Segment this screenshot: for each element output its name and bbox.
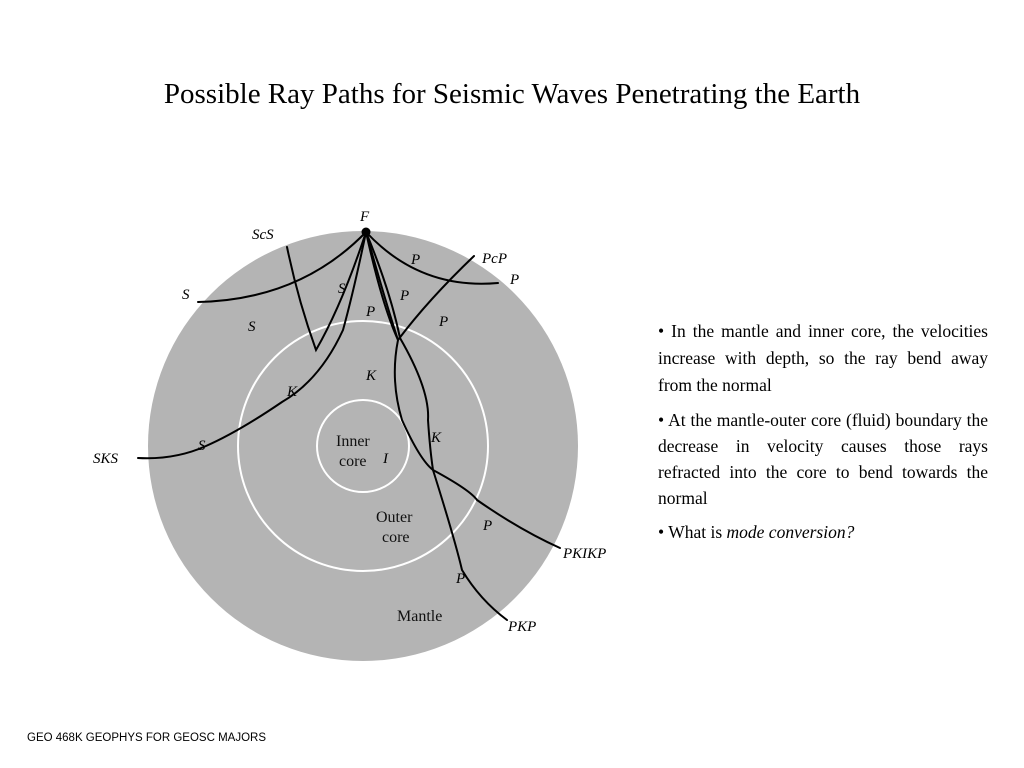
segment-label-s: S: [248, 319, 256, 335]
label-inner-core-2: core: [339, 453, 367, 470]
segment-label-p: P: [456, 571, 466, 587]
emphasis-text: mode conversion?: [726, 522, 855, 542]
focus-point: [362, 228, 371, 237]
label-pkikp: PKIKP: [563, 546, 607, 562]
bullet-item: • In the mantle and inner core, the velocities increase with depth, so the ray bend away from the normal: [658, 321, 988, 395]
bullet-item: • What is mode conversion?: [658, 522, 855, 542]
label-outer-core: Outer: [376, 509, 413, 526]
segment-label-p: P: [411, 252, 421, 268]
segment-label-k: K: [287, 384, 298, 400]
label-pkp: PKP: [508, 619, 537, 635]
label-mantle: Mantle: [397, 608, 443, 625]
slide-title: Possible Ray Paths for Seismic Waves Penetrating the Earth: [163, 78, 861, 110]
bullet-list: [658, 318, 988, 554]
label-pcp: PcP: [482, 251, 507, 267]
label-sks: SKS: [93, 451, 119, 467]
label-scs: ScS: [252, 227, 274, 243]
segment-label-k: K: [431, 430, 442, 446]
label-p-right: P: [510, 272, 520, 288]
segment-label-s: S: [338, 281, 346, 297]
segment-label-p: P: [400, 288, 410, 304]
segment-label-p: P: [366, 304, 376, 320]
bullet-item: • At the mantle-outer core (fluid) boundary the decrease in velocity causes those rays refracted into the core to bend towards the normal: [658, 410, 988, 508]
segment-label-i: I: [383, 451, 388, 467]
segment-label-p: P: [483, 518, 493, 534]
label-inner-core: Inner: [336, 433, 370, 450]
segment-label-s: S: [198, 438, 206, 454]
label-focus: F: [360, 209, 370, 225]
segment-label-k: K: [366, 368, 377, 384]
footer: GEO 468K GEOPHYS FOR GEOSC MAJORS: [27, 732, 267, 744]
segment-label-p: P: [439, 314, 449, 330]
label-outer-core-2: core: [382, 529, 410, 546]
label-s-left: S: [182, 287, 190, 303]
